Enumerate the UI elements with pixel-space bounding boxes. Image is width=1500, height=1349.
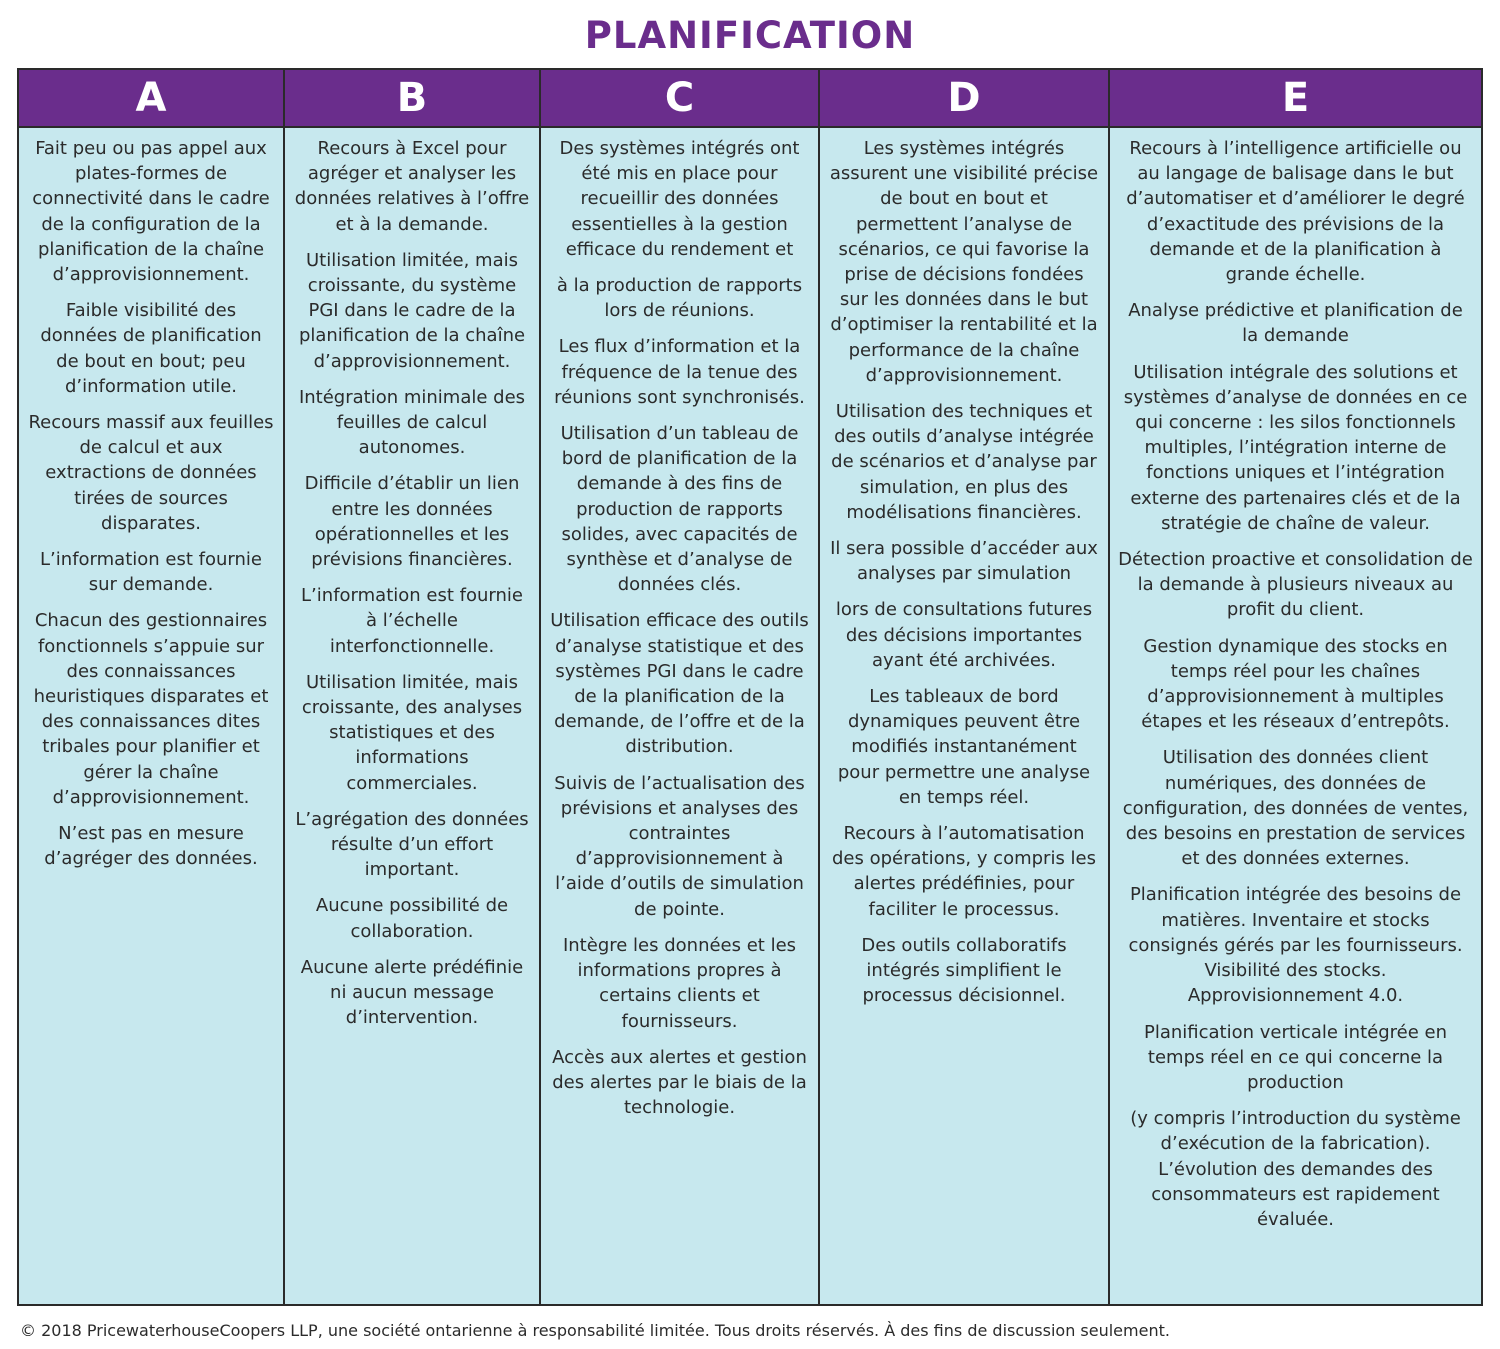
column-item: Planification verticale intégrée en temps réel en ce qui concerne la production: [1144, 1021, 1447, 1093]
column-header-e: E: [1110, 70, 1481, 128]
column-item: Utilisation intégrale des solutions et systèmes d’analyse de données en ce qui concerne : les silos fonctionnels multiples, l’intégration interne de fonctions uniques et l’intégration externe des partenaires clés et de la stratégie de chaîne de valeur.: [1123, 361, 1468, 534]
column-b-content: [285, 128, 541, 1304]
column-item: Utilisation des données client numériques, des données de configuration, des données de ventes, des besoins en prestation de services et des données externes.: [1122, 747, 1469, 870]
column-item: (y compris l’introduction du système d’exécution de la fabrication). L’évolution des demandes des consommateurs est rapidement évaluée.: [1130, 1108, 1461, 1230]
column-header-a: A: [19, 70, 285, 128]
column-item: Suivis de l’actualisation des prévisions et analyses des contraintes d’approvisionnement à l’aide d’outils de simulation de pointe.: [554, 772, 805, 920]
column-item: Les flux d’information et la fréquence de la tenue des réunions sont synchronisés.: [554, 336, 805, 408]
column-item: lors de consultations futures des décisions importantes ayant été archivées.: [835, 599, 1093, 671]
column-item: Utilisation des techniques et des outils d’analyse intégrée de scénarios et d’analyse par simulation, en plus des modélisations financières.: [831, 401, 1097, 523]
page-title: PLANIFICATION: [584, 14, 916, 57]
column-item: Des systèmes intégrés ont été mis en place pour recueillir des données essentielles à la gestion efficace du rendement et: [559, 138, 800, 260]
column-item: L’agrégation des données résulte d’un effort important.: [295, 808, 529, 881]
column-item: L’information est fournie sur demande.: [40, 549, 262, 596]
column-item: L’information est fournie à l’échelle interfonctionnelle.: [301, 585, 523, 657]
column-item: Des outils collaboratifs intégrés simplifient le processus décisionnel.: [861, 934, 1067, 1007]
column-item: Intégration minimale des feuilles de calcul autonomes.: [298, 386, 526, 459]
column-item: N’est pas en mesure d’agréger des données.: [44, 823, 258, 870]
column-item: Analyse prédictive et planification de la demande: [1128, 300, 1463, 347]
column-item: Fait peu ou pas appel aux plates-formes de connectivité dans le cadre de la configuration de la planification de la chaîne d’approvisionnement.: [32, 138, 270, 286]
column-header-c: C: [541, 70, 820, 128]
column-item: Difficile d’établir un lien entre les données opérationnelles et les prévisions financières.: [304, 473, 520, 571]
column-item: à la production de rapports lors de réunions.: [556, 275, 803, 322]
column-item: Recours à l’intelligence artificielle ou au langage de balisage dans le but d’automatiser et d’améliorer le degré d’exactitude des prévisions de la demande et de la planification à grande échelle.: [1126, 138, 1465, 286]
column-header-b: B: [285, 70, 541, 128]
column-item: Recours massif aux feuilles de calcul et aux extractions de données tirées de sources disparates.: [28, 412, 274, 534]
column-item: Recours à l’automatisation des opérations, y compris les alertes prédéfinies, pour faciliter le processus.: [831, 823, 1097, 920]
column-item: Planification intégrée des besoins de matières. Inventaire et stocks consignés gérés par les fournisseurs. Visibilité des stocks. Approvisionnement 4.0.: [1128, 884, 1463, 1007]
column-item: Aucune possibilité de collaboration.: [315, 895, 509, 942]
column-item: Gestion dynamique des stocks en temps réel pour les chaînes d’approvisionnement à multiples étapes et les réseaux d’entrepôts.: [1141, 635, 1450, 733]
column-item: Chacun des gestionnaires fonctionnels s’appuie sur des connaissances heuristiques disparates et des connaissances dites tribales pour planifier et gérer la chaîne d’approvisionnement.: [33, 610, 269, 808]
column-c-content: [541, 128, 820, 1304]
column-item: Faible visibilité des données de planification de bout en bout; peu d’information utile.: [40, 300, 262, 397]
column-e-content: [1110, 128, 1481, 1304]
column-item: Intègre les données et les informations propres à certains clients et fournisseurs.: [562, 934, 797, 1032]
column-item: Aucune alerte prédéfinie ni aucun message d’intervention.: [300, 956, 524, 1029]
column-item: Il sera possible d’accéder aux analyses par simulation: [830, 538, 1098, 585]
column-item: Utilisation limitée, mais croissante, des analyses statistiques et des informations commerciales.: [301, 671, 523, 794]
column-header-d: D: [820, 70, 1110, 128]
maturity-table: [17, 68, 1483, 1306]
column-item: Détection proactive et consolidation de la demande à plusieurs niveaux au profit du client.: [1118, 549, 1473, 621]
column-d-content: [820, 128, 1110, 1304]
column-item: Utilisation efficace des outils d’analyse statistique et des systèmes PGI dans le cadre de la planification de la demande, de l’offre et de la distribution.: [550, 610, 809, 758]
copyright-footer: © 2018 PricewaterhouseCoopers LLP, une société ontarienne à responsabilité limitée. Tous droits réservés. À des fins de discussion seulement.: [20, 1321, 1170, 1340]
column-a-content: [19, 128, 285, 1304]
column-item: Recours à Excel pour agréger et analyser les données relatives à l’offre et à la demande.: [294, 138, 530, 235]
column-item: Les systèmes intégrés assurent une visibilité précise de bout en bout et permettent l’analyse de scénarios, ce qui favorise la prise de décisions fondées sur les données dans le but d’optimiser la rentabilité et la performance de la chaîne d’approvisionnement.: [829, 138, 1099, 386]
column-item: Utilisation limitée, mais croissante, du système PGI dans le cadre de la planification de la chaîne d’approvisionnement.: [298, 249, 526, 372]
column-item: Les tableaux de bord dynamiques peuvent être modifiés instantanément pour permettre une analyse en temps réel.: [837, 686, 1091, 808]
column-item: Utilisation d’un tableau de bord de planification de la demande à des fins de production de rapports solides, avec capacités de synthèse et d’analyse de données clés.: [560, 423, 799, 596]
column-item: Accès aux alertes et gestion des alertes par le biais de la technologie.: [552, 1046, 807, 1119]
